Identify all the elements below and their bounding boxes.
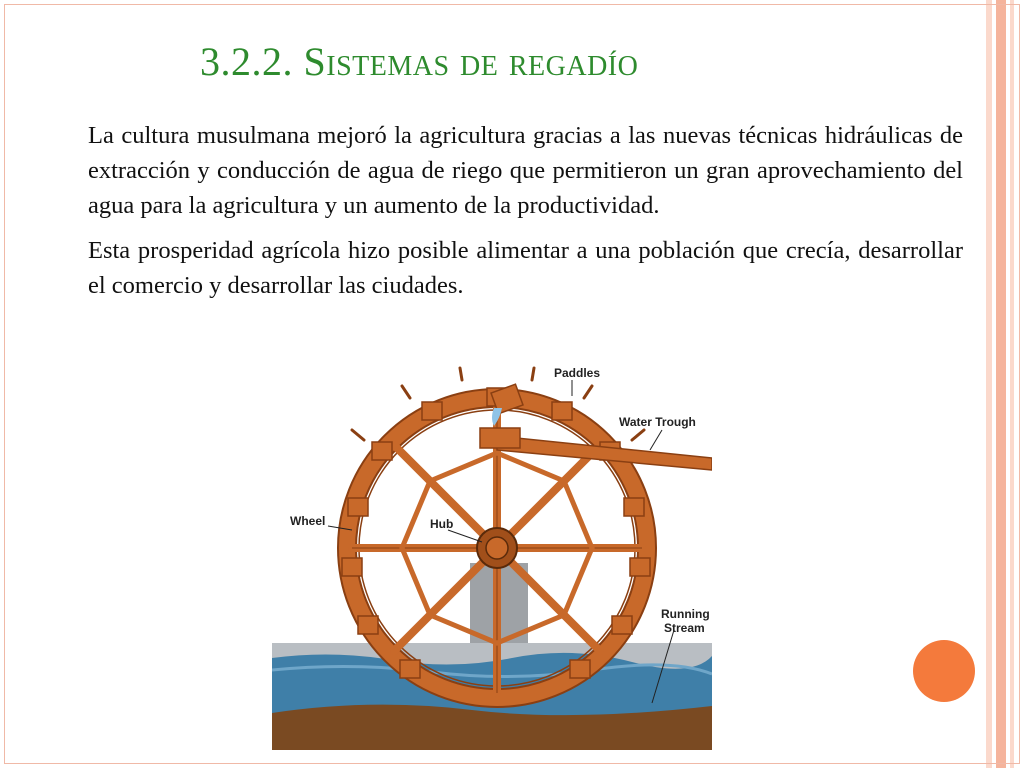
water-wheel-diagram bbox=[272, 358, 712, 750]
label-paddles: Paddles bbox=[554, 366, 601, 380]
paragraph-1: La cultura musulmana mejoró la agricultura gracias a las nuevas técnicas hidráulicas de extracción y conducción de agua de riego que permitieron un gran aprovechamiento del agua para la agricultura y un aumento de la productividad. bbox=[88, 122, 963, 219]
label-wheel: Wheel bbox=[290, 514, 326, 528]
accent-circle bbox=[913, 640, 975, 702]
water-wheel-svg bbox=[272, 358, 712, 750]
label-running: Running bbox=[661, 607, 710, 621]
trough-leader bbox=[650, 430, 662, 450]
paragraph-2: Esta prosperidad agrícola hizo posible alimentar a una población que crecía, desarrollar el comercio y desarrollar las ciudades. bbox=[88, 237, 963, 299]
label-hub: Hub bbox=[430, 517, 454, 531]
slide-title: 3.2.2. Sistemas de regadío bbox=[200, 39, 639, 84]
label-stream: Stream bbox=[664, 621, 705, 635]
hub bbox=[477, 528, 517, 568]
label-water-trough: Water Trough bbox=[619, 415, 696, 429]
slide-body bbox=[88, 118, 963, 313]
